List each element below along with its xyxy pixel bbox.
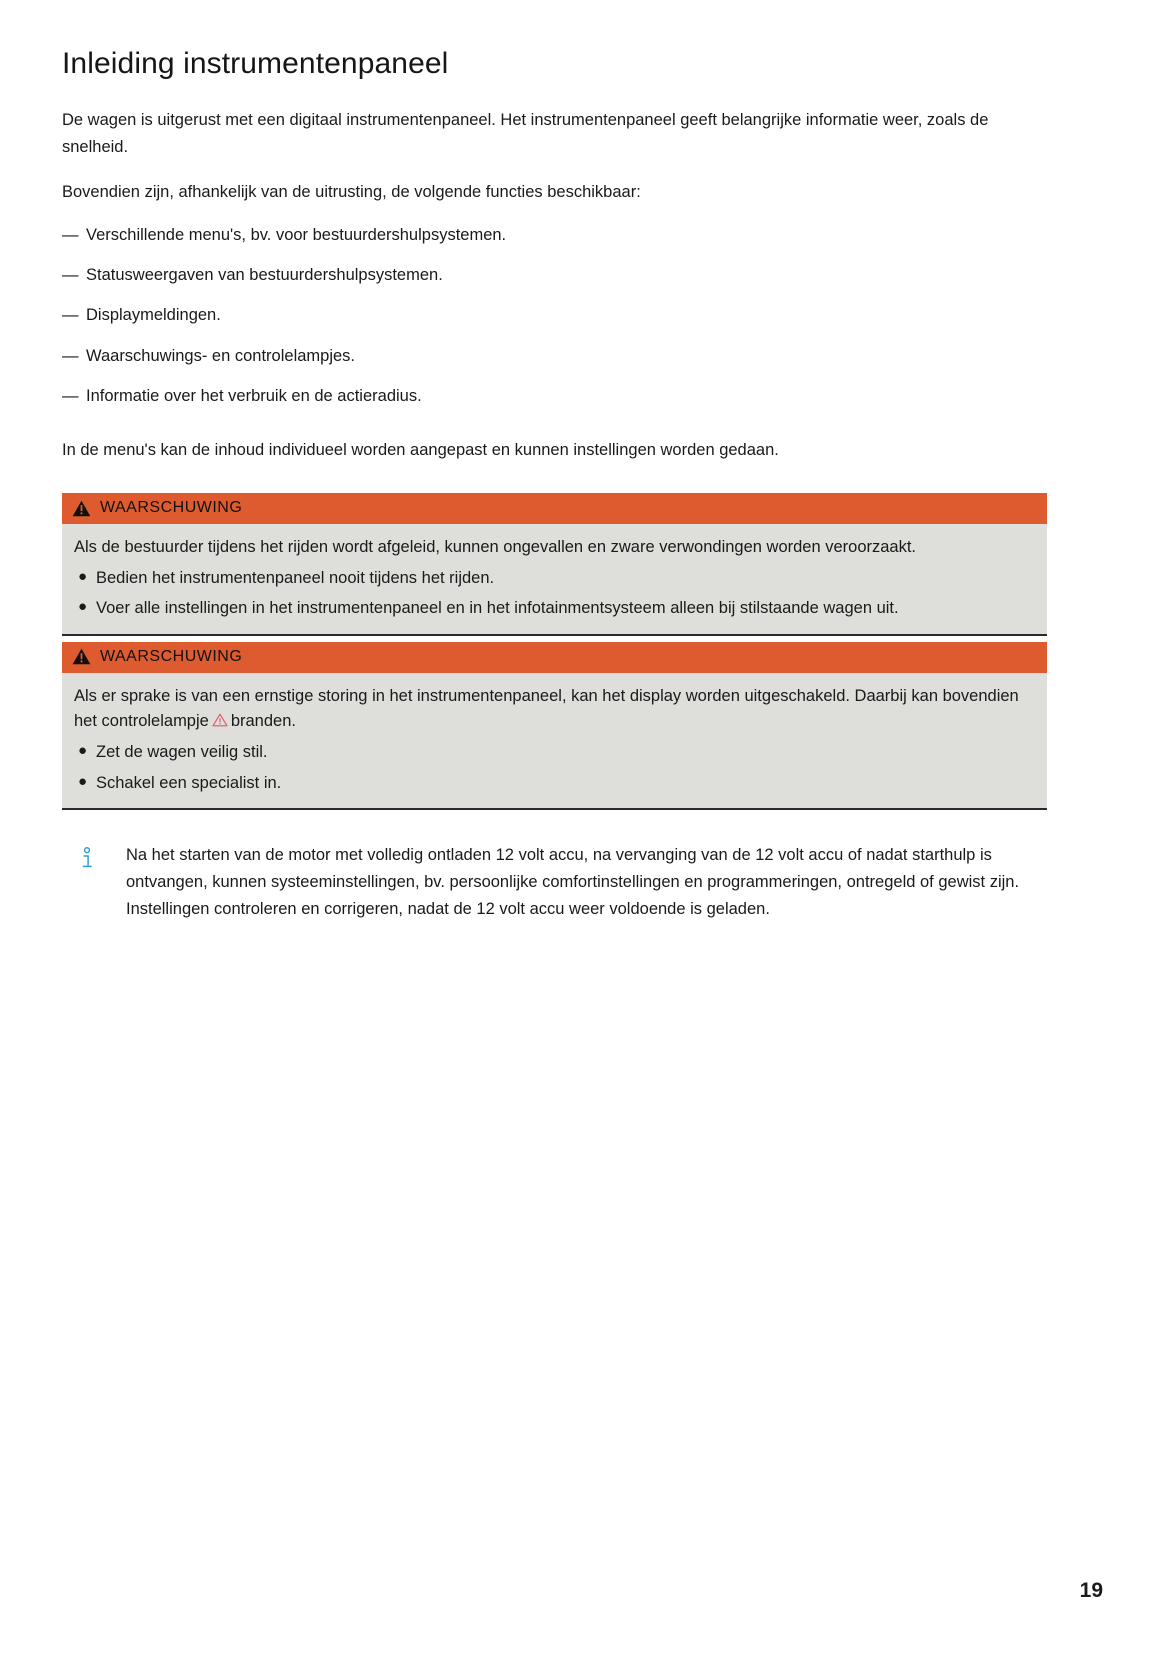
- list-item: [62, 222, 1047, 248]
- list-item: [62, 343, 1047, 369]
- warning-box-1: [62, 493, 1047, 636]
- bullet-marker: ●: [78, 567, 88, 585]
- list-item: [62, 302, 1047, 328]
- bullet-marker: ●: [78, 742, 88, 760]
- list-item: [74, 771, 1035, 797]
- list-item-label: Bedien het instrumentenpaneel nooit tijdens het rijden.: [96, 568, 495, 587]
- list-item-label: Verschillende menu's, bv. voor bestuurdershulpsystemen.: [86, 225, 507, 244]
- red-warning-triangle-icon: [212, 713, 228, 727]
- list-item: [74, 596, 1035, 622]
- dash-marker: —: [62, 346, 79, 365]
- warning-box-1-text: Als de bestuurder tijdens het rijden wordt afgeleid, kunnen ongevallen en zware verwondingen worden veroorzaakt.: [74, 538, 917, 557]
- warning-box-2-header: [62, 642, 1047, 673]
- warning-box-1-label: WAARSCHUWING: [100, 499, 243, 517]
- after-list-paragraph: In de menu's kan de inhoud individueel worden aangepast en kunnen instellingen worden gedaan.: [62, 440, 779, 459]
- list-item: [74, 566, 1035, 592]
- warning-box-1-bullets: [74, 566, 1035, 622]
- intro-paragraph-2: Bovendien zijn, afhankelijk van de uitrusting, de volgende functies beschikbaar:: [62, 182, 641, 201]
- warning-box-2-bullets: [74, 740, 1035, 796]
- list-item: [62, 383, 1047, 409]
- feature-list: [62, 222, 1047, 410]
- info-i-icon: [79, 847, 95, 869]
- list-item-label: Statusweergaven van bestuurdershulpsystemen.: [86, 265, 443, 284]
- list-item: [74, 740, 1035, 766]
- intro-paragraph-1: De wagen is uitgerust met een digitaal instrumentenpaneel. Het instrumentenpaneel geeft belangrijke informatie weer, zoals de snelheid.: [62, 111, 989, 157]
- info-note: [62, 842, 1062, 922]
- warning-box-2-label: WAARSCHUWING: [100, 647, 243, 665]
- info-note-text-cell: [126, 842, 1062, 922]
- bullet-marker: ●: [78, 598, 88, 616]
- list-item-label: Zet de wagen veilig stil.: [96, 743, 268, 762]
- warning-box-2-text-part-1: Als er sprake is van een ernstige storing in het instrumentenpaneel, kan het display worden uitgeschakeld. Daarbij kan bovendien het controlelampje: [74, 686, 1019, 731]
- warning-triangle-icon: [72, 500, 91, 517]
- bullet-marker: ●: [78, 772, 88, 790]
- list-item-label: Displaymeldingen.: [86, 306, 221, 325]
- warning-box-2-body: [62, 673, 1047, 808]
- dash-marker: —: [62, 306, 79, 325]
- list-item-label: Waarschuwings- en controlelampjes.: [86, 346, 356, 365]
- info-note-text: Na het starten van de motor met volledig ontladen 12 volt accu, na vervanging van de 12 volt accu of nadat starthulp is ontvangen, kunnen systeeminstellingen, bv. persoonlijke comfortinstellingen en programmeringen, ontregeld of gewist zijn. Instellingen controleren en corrigeren, nadat de 12 volt accu weer voldoende is geladen.: [126, 846, 1020, 918]
- list-item-label: Schakel een specialist in.: [96, 773, 282, 792]
- dash-marker: —: [62, 225, 79, 244]
- list-item-label: Informatie over het verbruik en de actieradius.: [86, 387, 422, 406]
- warning-box-1-body: [62, 524, 1047, 634]
- page-title: Inleiding instrumentenpaneel: [62, 47, 449, 80]
- list-item-label: Voer alle instellingen in het instrumentenpaneel en in het infotainmentsysteem alleen bij stilstaande wagen uit.: [96, 599, 899, 618]
- dash-marker: —: [62, 387, 79, 406]
- warning-box-2: [62, 642, 1047, 810]
- warning-box-2-text: [74, 684, 1035, 735]
- warning-box-2-text-part-2: branden.: [230, 712, 296, 731]
- list-item: [62, 262, 1047, 288]
- page-number: 19: [1079, 1579, 1103, 1602]
- info-note-icon-cell: [62, 842, 126, 922]
- warning-box-1-header: [62, 493, 1047, 524]
- dash-marker: —: [62, 265, 79, 284]
- warning-triangle-icon: [72, 648, 91, 665]
